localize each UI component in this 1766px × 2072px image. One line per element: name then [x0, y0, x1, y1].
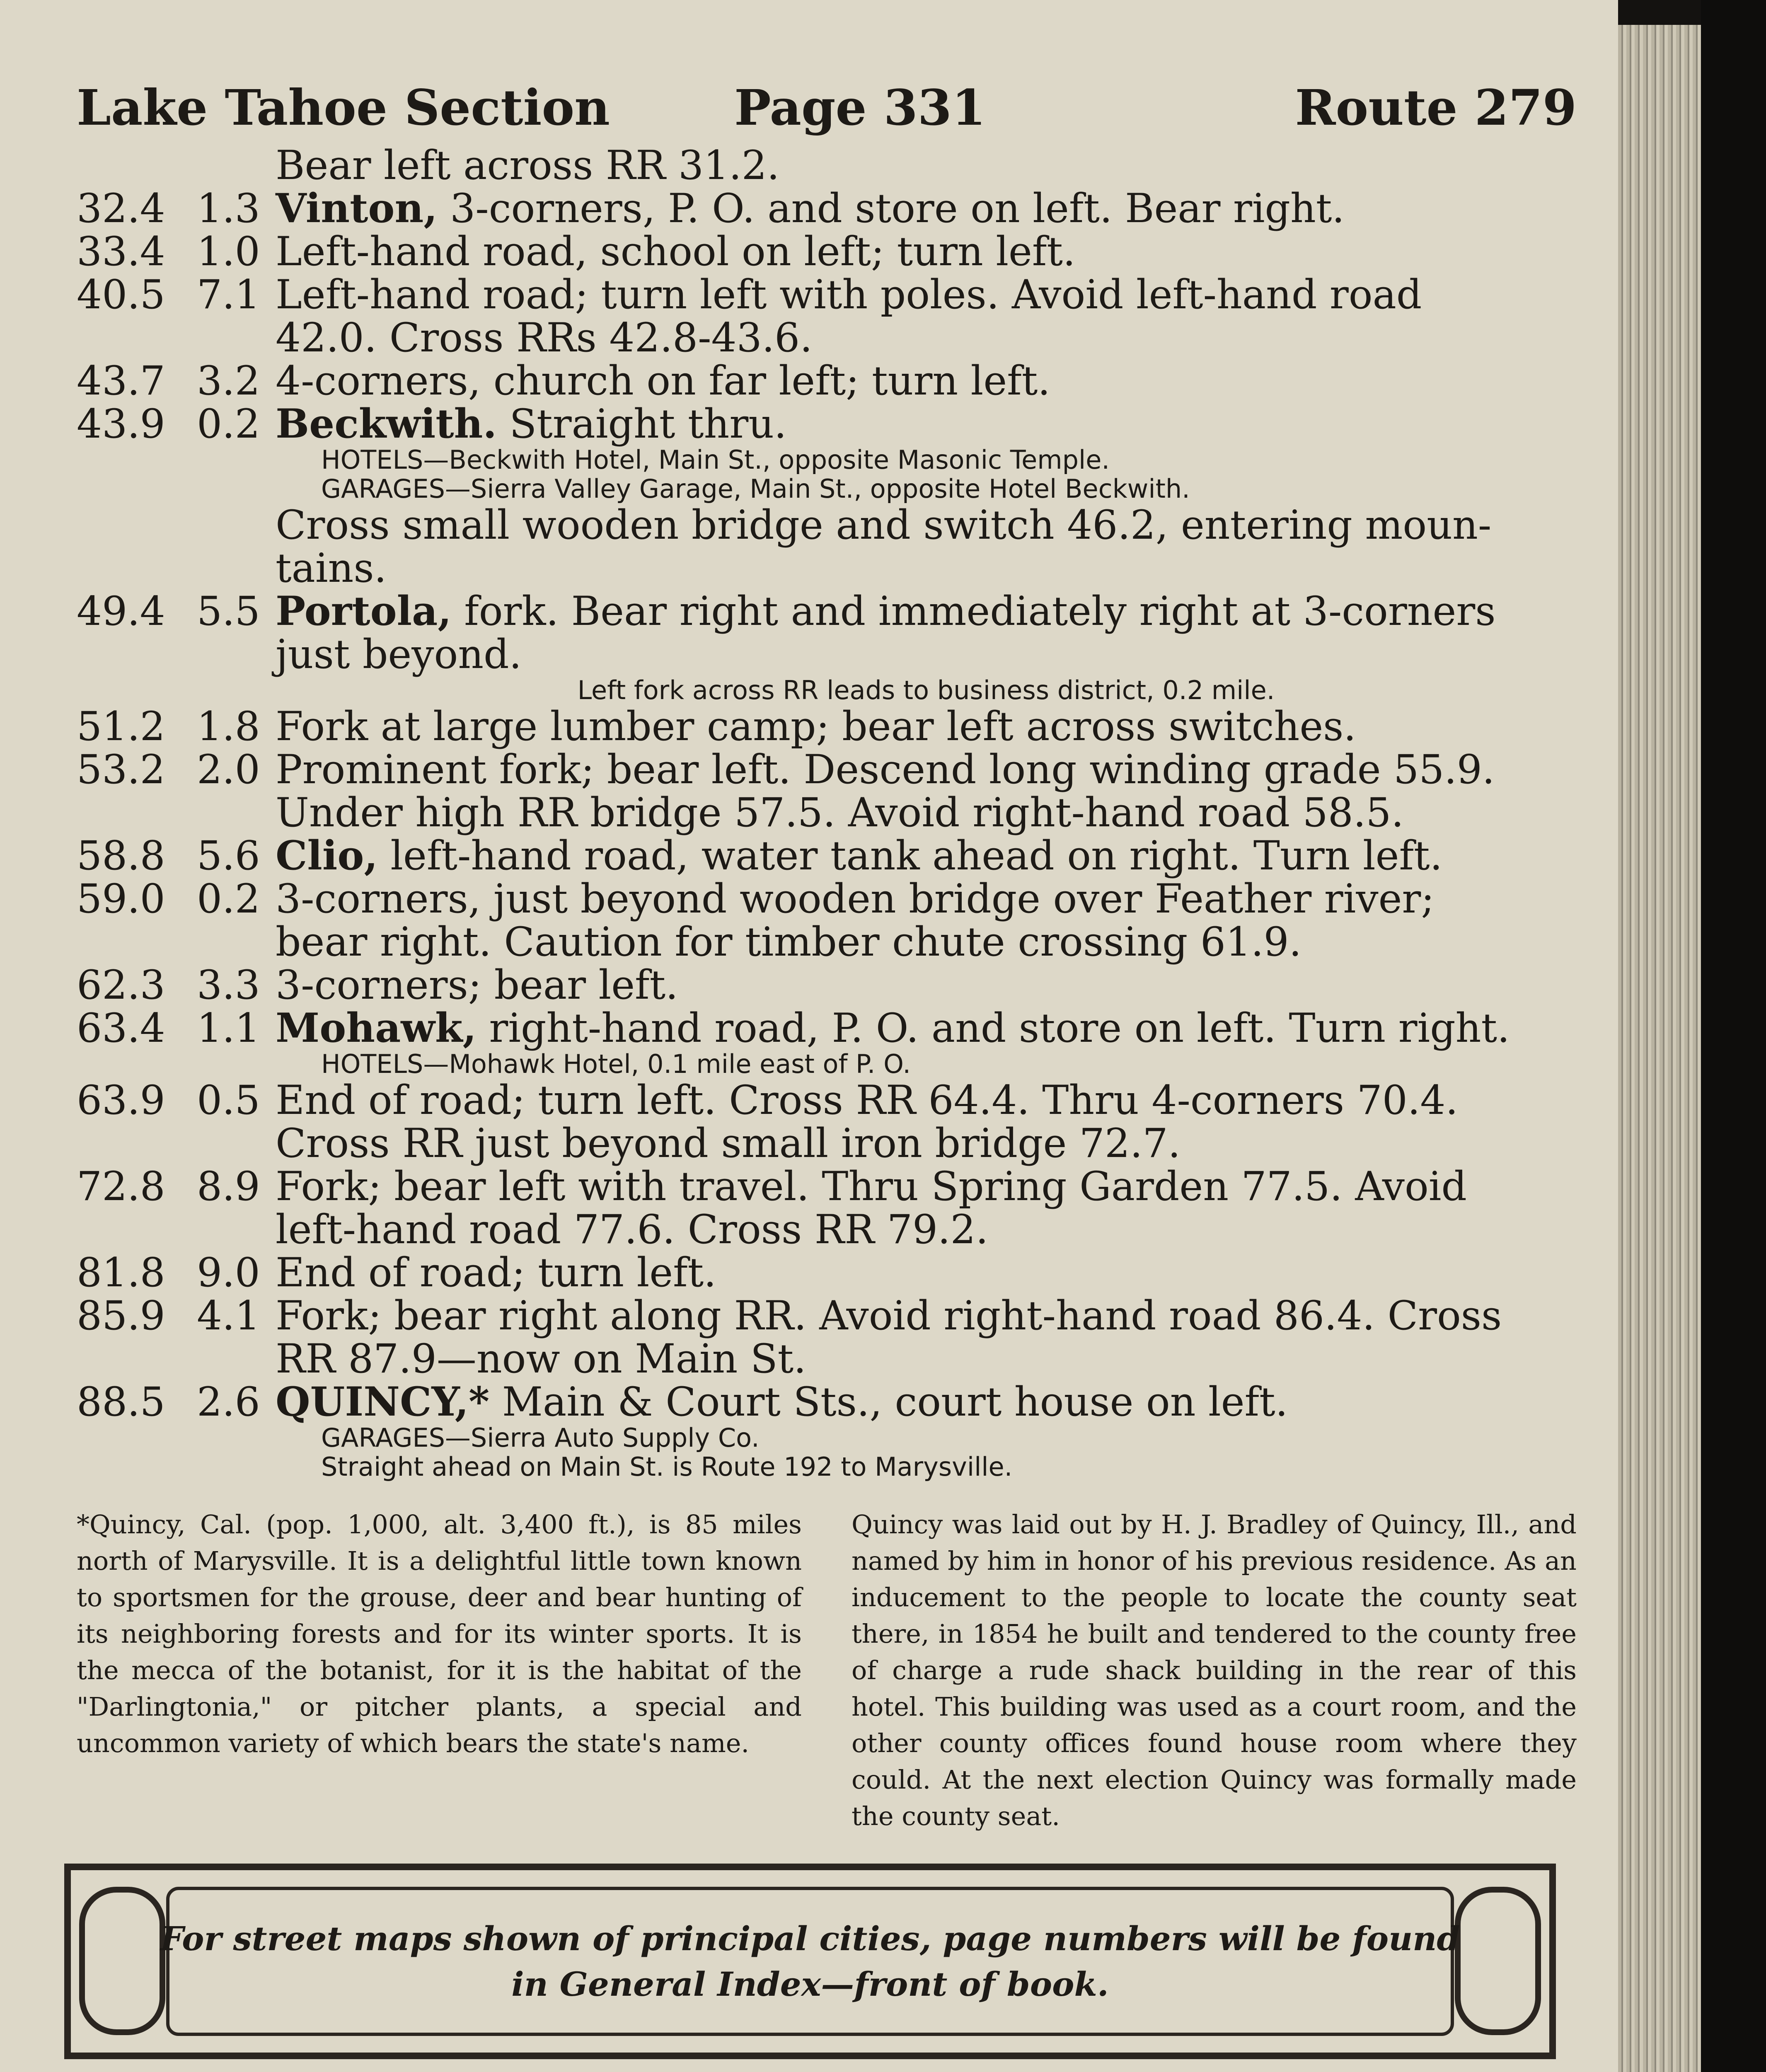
total-mileage: 43.9 — [77, 401, 165, 447]
direction-detail: 42.0. Cross RRs 42.8-43.6. — [276, 315, 813, 361]
direction-detail: tains. — [276, 545, 387, 591]
total-mileage: 62.3 — [77, 962, 165, 1008]
direction-detail: Left-hand road; turn left with poles. Avoid left-hand road — [276, 271, 1422, 318]
direction-detail: Left-hand road, school on left; turn left. — [276, 228, 1076, 275]
intermediate-mileage: 2.6 — [197, 1379, 260, 1425]
total-mileage: 63.4 — [77, 1005, 165, 1051]
intermediate-mileage: 0.5 — [197, 1077, 260, 1123]
route-step — [77, 1208, 1577, 1251]
direction-detail: End of road; turn left. Cross RR 64.4. Thru 4-corners 70.4. — [276, 1077, 1458, 1123]
route-number: Route 279 — [1295, 79, 1577, 136]
route-step — [77, 187, 1577, 230]
intermediate-mileage: 3.2 — [197, 358, 260, 404]
direction-text — [276, 1007, 1577, 1050]
direction-text — [276, 1208, 1577, 1251]
scroll-ornament-left — [79, 1887, 165, 2035]
direction-text — [276, 590, 1577, 633]
route-note: Straight ahead on Main St. is Route 192 to Marysville. — [321, 1452, 1013, 1482]
total-mileage: 53.2 — [77, 746, 165, 793]
direction-text — [276, 1122, 1577, 1165]
route-note: GARAGES—Sierra Auto Supply Co. — [321, 1423, 760, 1453]
total-mileage: 85.9 — [77, 1293, 165, 1339]
direction-text — [276, 963, 1577, 1007]
total-mileage: 40.5 — [77, 271, 165, 318]
direction-text — [276, 920, 1577, 963]
intermediate-mileage: 1.0 — [197, 228, 260, 275]
route-step — [77, 590, 1577, 633]
route-step — [77, 547, 1577, 590]
total-mileage: 59.0 — [77, 876, 165, 922]
intermediate-mileage: 7.1 — [197, 271, 260, 318]
intermediate-mileage: 9.0 — [197, 1249, 260, 1296]
total-mileage: 81.8 — [77, 1249, 165, 1296]
direction-detail: Cross small wooden bridge and switch 46.2, entering moun- — [276, 502, 1492, 548]
direction-detail: right-hand road, P. O. and store on left. Turn right. — [476, 1005, 1510, 1051]
direction-text — [276, 503, 1577, 547]
place-name: Mohawk, — [276, 1005, 477, 1051]
direction-detail: 3-corners; bear left. — [276, 962, 678, 1008]
direction-detail: Bear left across RR 31.2. — [276, 142, 780, 189]
route-step — [77, 1165, 1577, 1208]
direction-detail: Cross RR just beyond small iron bridge 72.7. — [276, 1120, 1181, 1167]
direction-text — [276, 791, 1577, 834]
route-step — [77, 705, 1577, 748]
total-mileage: 33.4 — [77, 228, 165, 275]
route-step — [77, 963, 1577, 1007]
street-maps-banner — [64, 1864, 1556, 2059]
direction-detail: Fork; bear right along RR. Avoid right-hand road 86.4. Cross — [276, 1293, 1502, 1339]
route-step — [77, 144, 1577, 187]
route-step — [77, 877, 1577, 920]
route-step — [77, 1122, 1577, 1165]
direction-text — [276, 359, 1577, 402]
direction-text — [276, 187, 1577, 230]
route-note: Left fork across RR leads to business district, 0.2 mile. — [577, 675, 1275, 705]
route-step — [77, 791, 1577, 834]
route-step — [77, 402, 1577, 445]
direction-text — [276, 633, 1577, 676]
place-name: Vinton, — [276, 185, 438, 232]
direction-detail: just beyond. — [276, 631, 522, 678]
route-step — [77, 359, 1577, 402]
scroll-ornament-right — [1455, 1887, 1541, 2035]
direction-text — [276, 1251, 1577, 1294]
direction-detail: left-hand road 77.6. Cross RR 79.2. — [276, 1206, 989, 1253]
intermediate-mileage: 8.9 — [197, 1163, 260, 1210]
route-step — [77, 1007, 1577, 1050]
route-step — [77, 316, 1577, 359]
direction-text — [276, 402, 1577, 445]
intermediate-mileage: 0.2 — [197, 876, 260, 922]
direction-text — [276, 1294, 1577, 1337]
direction-detail: left-hand road, water tank ahead on right. Turn left. — [377, 833, 1443, 879]
total-mileage: 63.9 — [77, 1077, 165, 1123]
page-header — [77, 79, 1577, 136]
route-step — [77, 1380, 1577, 1423]
direction-text — [276, 230, 1577, 273]
direction-detail: bear right. Caution for timber chute crossing 61.9. — [276, 919, 1302, 965]
route-step — [77, 230, 1577, 273]
direction-detail: Under high RR bridge 57.5. Avoid right-hand road 58.5. — [276, 789, 1404, 836]
route-step — [77, 273, 1577, 316]
intermediate-mileage: 3.3 — [197, 962, 260, 1008]
direction-text — [276, 1079, 1577, 1122]
intermediate-mileage: 5.6 — [197, 833, 260, 879]
direction-detail: 3-corners, just beyond wooden bridge over Feather river; — [276, 876, 1435, 922]
direction-text — [276, 144, 1577, 187]
total-mileage: 43.7 — [77, 358, 165, 404]
route-step — [77, 503, 1577, 547]
footnote-quincy: *Quincy, Cal. (pop. 1,000, alt. 3,400 ft.), is 85 miles north of Marysville. It is a delightful little town known to sportsmen for the grouse, deer and bear hunting of its neighboring forests and for its winter sports. It is the mecca of the botanist, for it is the habitat of the "Darlingtonia," or pitcher plants, a special and uncommon variety of which bears the state's name. — [77, 1509, 802, 1758]
total-mileage: 51.2 — [77, 703, 165, 750]
direction-text — [276, 1165, 1577, 1208]
route-note: HOTELS—Beckwith Hotel, Main St., opposite Masonic Temple. — [321, 445, 1110, 475]
direction-text — [276, 1380, 1577, 1423]
direction-detail: Fork at large lumber camp; bear left across switches. — [276, 703, 1356, 750]
intermediate-mileage: 5.5 — [197, 588, 260, 634]
direction-text — [276, 748, 1577, 791]
intermediate-mileage: 0.2 — [197, 401, 260, 447]
intermediate-mileage: 4.1 — [197, 1293, 260, 1339]
direction-detail: Straight thru. — [496, 401, 787, 447]
route-step — [77, 1251, 1577, 1294]
route-step — [77, 1079, 1577, 1122]
book-cover — [1701, 0, 1766, 2072]
route-note: GARAGES—Sierra Valley Garage, Main St., opposite Hotel Beckwith. — [321, 474, 1190, 504]
direction-detail: fork. Bear right and immediately right at 3-corners — [451, 588, 1496, 634]
direction-detail: Main & Court Sts., court house on left. — [489, 1379, 1288, 1425]
route-step — [77, 748, 1577, 791]
route-step — [77, 1294, 1577, 1337]
section-title: Lake Tahoe Section — [77, 79, 610, 136]
place-name: Beckwith. — [276, 400, 497, 447]
footnote-history: Quincy was laid out by H. J. Bradley of Quincy, Ill., and named by him in honor of his previous residence. As an inducement to the people to locate the county seat there, in 1854 he built and tendered to the county free of charge a rude shack building in the rear of this hotel. This building was used as a court room, and the other county offices found house room where they could. At the next election Quincy was formally made the county seat. — [852, 1509, 1577, 1831]
intermediate-mileage: 1.1 — [197, 1005, 260, 1051]
route-directions — [77, 144, 1577, 1481]
intermediate-mileage: 1.3 — [197, 185, 260, 232]
place-name: Portola, — [276, 588, 452, 634]
direction-detail: 3-corners, P. O. and store on left. Bear right. — [437, 185, 1345, 232]
route-note: HOTELS—Mohawk Hotel, 0.1 mile east of P. O. — [321, 1049, 911, 1079]
intermediate-mileage: 1.8 — [197, 703, 260, 750]
route-step — [77, 1337, 1577, 1380]
page-edges — [1618, 25, 1701, 2072]
direction-detail: End of road; turn left. — [276, 1249, 716, 1296]
direction-text — [276, 705, 1577, 748]
place-name: Clio, — [276, 832, 378, 879]
direction-detail: RR 87.9—now on Main St. — [276, 1336, 806, 1382]
route-step — [77, 920, 1577, 963]
direction-detail: Fork; bear left with travel. Thru Spring Garden 77.5. Avoid — [276, 1163, 1467, 1210]
direction-text — [276, 273, 1577, 316]
footnotes — [77, 1506, 1577, 1835]
intermediate-mileage: 2.0 — [197, 746, 260, 793]
direction-text — [276, 834, 1577, 877]
direction-text — [276, 547, 1577, 590]
total-mileage: 49.4 — [77, 588, 165, 634]
direction-detail: Prominent fork; bear left. Descend long winding grade 55.9. — [276, 746, 1495, 793]
direction-detail: 4-corners, church on far left; turn left. — [276, 358, 1050, 404]
total-mileage: 32.4 — [77, 185, 165, 232]
route-step — [77, 633, 1577, 676]
direction-text — [276, 1337, 1577, 1380]
place-name: QUINCY,* — [276, 1378, 490, 1425]
banner-line-1: For street maps shown of principal cities, page numbers will be found — [160, 1919, 1460, 1958]
banner-line-2: in General Index—front of book. — [511, 1965, 1109, 2004]
total-mileage: 72.8 — [77, 1163, 165, 1210]
page-number: Page 331 — [734, 79, 986, 136]
direction-text — [276, 316, 1577, 359]
total-mileage: 58.8 — [77, 833, 165, 879]
direction-text — [276, 877, 1577, 920]
route-step — [77, 834, 1577, 877]
total-mileage: 88.5 — [77, 1379, 165, 1425]
